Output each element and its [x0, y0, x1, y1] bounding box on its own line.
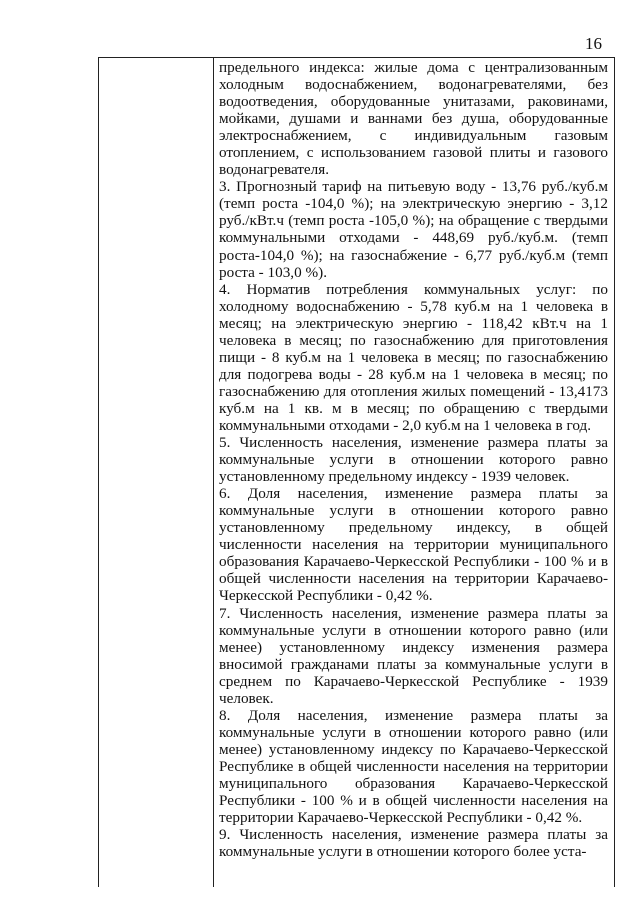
page-number: 16 [585, 34, 602, 53]
paragraph-item-8-population-share: 8. Доля населения, изменение размера платы за коммунальные услуги в отношении которого равно (или менее) установленному индексу по Карачаево-Черкесской Республике в общей численности населения на территории муниципального образования Карачаево-Черкесской Республики - 100 % и в общей численности населения на территории Карачаево-Черкесской Республики - 0,42 %. [219, 706, 608, 827]
paragraph-item-5-population: 5. Численность населения, изменение размера платы за коммунальные услуги в отношении которого равно установленному предельному индексу - 1939 человек. [219, 434, 608, 486]
table-right-column [214, 58, 614, 887]
paragraph-indicator-continuation: предельного индекса: жилые дома с централизованным холодным водоснабжением, водонагревателями, без водоотведения, оборудованные унитазами, раковинами, мойками, душами и ваннами без душа, оборудованные электроснабжением, с индивидуальным газовым отоплением, с использованием газовой плиты и газового водонагревателя. [219, 59, 608, 179]
table-left-column [99, 58, 214, 887]
paragraph-item-3-tariffs: 3. Прогнозный тариф на питьевую воду - 13,76 руб./куб.м (темп роста -104,0 %); на электрическую энергию - 3,12 руб./кВт.ч (темп роста -105,0 %); на обращение с твердыми коммунальными отходами - 448,69 руб./куб.м. (темп роста-104,0 %); на газоснабжение - 6,77 руб./куб.м (темп роста - 103,0 %). [219, 178, 608, 281]
paragraph-item-9-population: 9. Численность населения, изменение размера платы за коммунальные услуги в отношении которого более уста- [219, 826, 608, 861]
paragraph-item-7-population: 7. Численность населения, изменение размера платы за коммунальные услуги в отношении которого равно (или менее) установленному индексу изменения размера вносимой гражданами платы за коммунальные услуги в среднем по Карачаево-Черкесской Республике - 1939 человек. [219, 604, 608, 707]
paragraph-item-6-population-share: 6. Доля населения, изменение размера платы за коммунальные услуги в отношении которого равно установленному предельному индексу, в общей численности населения на территории муниципального образования Карачаево-Черкесской Республики - 100 % и в общей численности населения на территории Карачаево-Черкесской Республики - 0,42 %. [219, 485, 608, 605]
paragraph-item-4-consumption-norms: 4. Норматив потребления коммунальных услуг: по холодному водоснабжению - 5,78 куб.м на 1 человека в месяц; на электрическую энергию - 118,42 кВт.ч на 1 человека в месяц; по газоснабжению для приготовления пищи - 8 куб.м на 1 человека в месяц; по газоснабжению для подогрева воды - 28 куб.м на 1 человека в месяц; по газоснабжению для отопления жилых помещений - 13,4173 куб.м на 1 кв. м в месяц; по обращению с твердыми коммунальными отходами - 2,0 куб.м на 1 человека в год. [219, 280, 608, 434]
document-table [98, 57, 615, 887]
